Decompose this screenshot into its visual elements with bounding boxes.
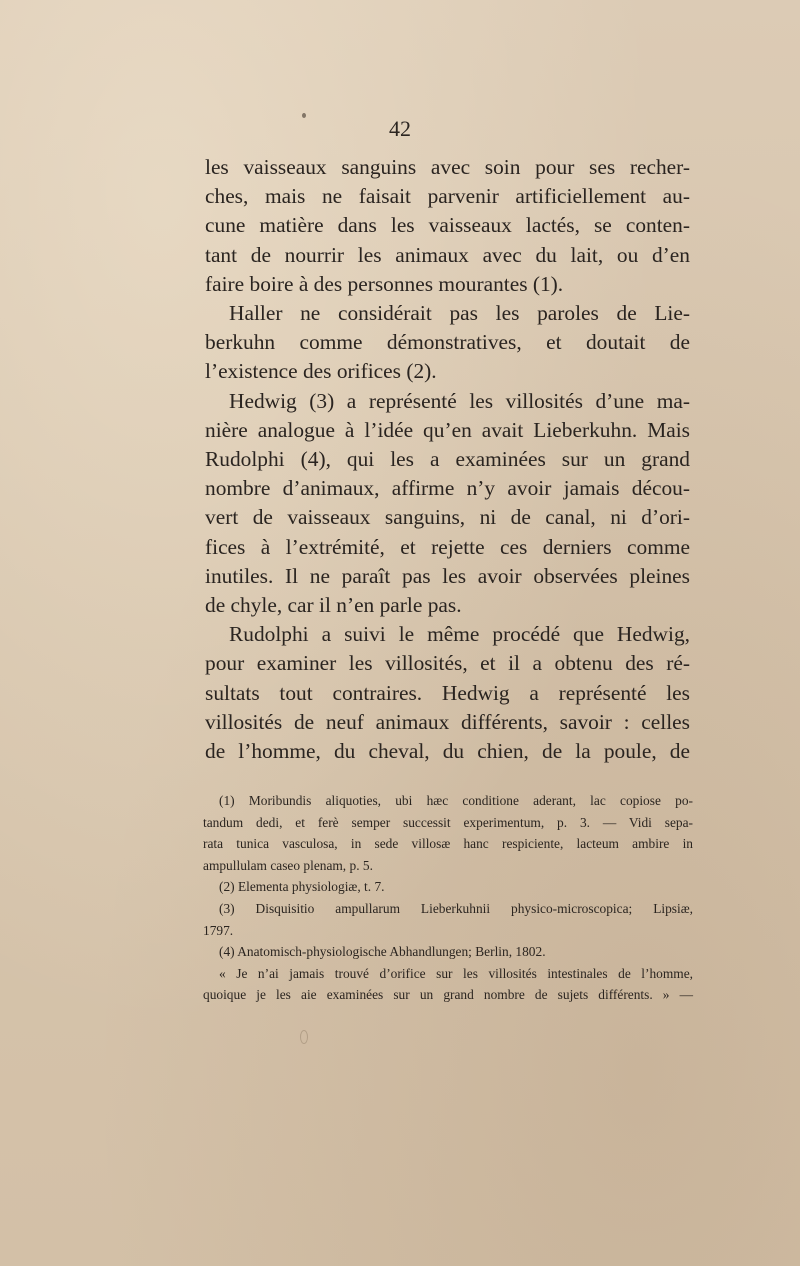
- text-line: nombre d’animaux, affirme n’y avoir jamais décou-: [205, 476, 690, 501]
- footnotes: [203, 790, 693, 1006]
- text-line: Rudolphi a suivi le même procédé que Hedwig,: [229, 622, 690, 647]
- text-line: l’existence des orifices (2).: [205, 359, 437, 384]
- text-line: villosités de neuf animaux différents, savoir : celles: [205, 709, 690, 734]
- text-line: sultats tout contraires. Hedwig a représenté les: [205, 680, 690, 705]
- footnote-line: quoique je les aie examinées sur un grand nombre de sujets différents. » —: [203, 987, 693, 1003]
- text-line: cune matière dans les vaisseaux lactés, se conten-: [205, 213, 690, 238]
- text-line: de chyle, car il n’en parle pas.: [205, 593, 462, 618]
- text-line: berkuhn comme démonstratives, et doutait de: [205, 330, 690, 355]
- footnote-line: (3) Disquisitio ampullarum Lieberkuhnii physico-microscopica; Lipsiæ,: [219, 900, 693, 916]
- paper-stain: [300, 1030, 308, 1044]
- text-line: tant de nourrir les animaux avec du lait, ou d’en: [205, 242, 690, 267]
- text-line: vert de vaisseaux sanguins, ni de canal, ni d’ori-: [205, 505, 690, 530]
- text-line: Haller ne considérait pas les paroles de Lie-: [229, 301, 690, 326]
- text-line: pour examiner les villosités, et il a obtenu des ré-: [205, 651, 690, 676]
- text-line: Rudolphi (4), qui les a examinées sur un grand: [205, 447, 690, 472]
- footnote-line: rata tunica vasculosa, in sede villosæ hanc respiciente, lacteum ambire in: [203, 836, 693, 852]
- footnote-line: (2) Elementa physiologiæ, t. 7.: [219, 879, 385, 895]
- text-line: nière analogue à l’idée qu’en avait Lieberkuhn. Mais: [205, 417, 690, 442]
- footnote-line: ampullulam caseo plenam, p. 5.: [203, 857, 373, 873]
- footnote-line: (4) Anatomisch-physiologische Abhandlungen; Berlin, 1802.: [219, 944, 546, 960]
- footnote-line: 1797.: [203, 922, 234, 938]
- text-line: fices à l’extrémité, et rejette ces derniers comme: [205, 534, 690, 559]
- text-line: inutiles. Il ne paraît pas les avoir observées pleines: [205, 563, 690, 588]
- footnote-line: (1) Moribundis aliquoties, ubi hæc conditione aderant, lac copiose po-: [219, 793, 693, 808]
- text-line: les vaisseaux sanguins avec soin pour ses recher-: [205, 155, 690, 179]
- text-line: ches, mais ne faisait parvenir artificiellement au-: [205, 184, 690, 209]
- text-line: de l’homme, du cheval, du chien, de la poule, de: [205, 739, 690, 764]
- footnote-line: tandum dedi, et ferè semper successit experimentum, p. 3. — Vidi sepa-: [203, 814, 693, 830]
- text-line: faire boire à des personnes mourantes (1).: [205, 271, 564, 296]
- page-number: 42: [389, 116, 411, 141]
- text-line: Hedwig (3) a représenté les villosités d’une ma-: [229, 388, 690, 413]
- footnote-line: « Je n’ai jamais trouvé d’orifice sur les villosités intestinales de l’homme,: [219, 965, 693, 981]
- main-text: [205, 153, 690, 766]
